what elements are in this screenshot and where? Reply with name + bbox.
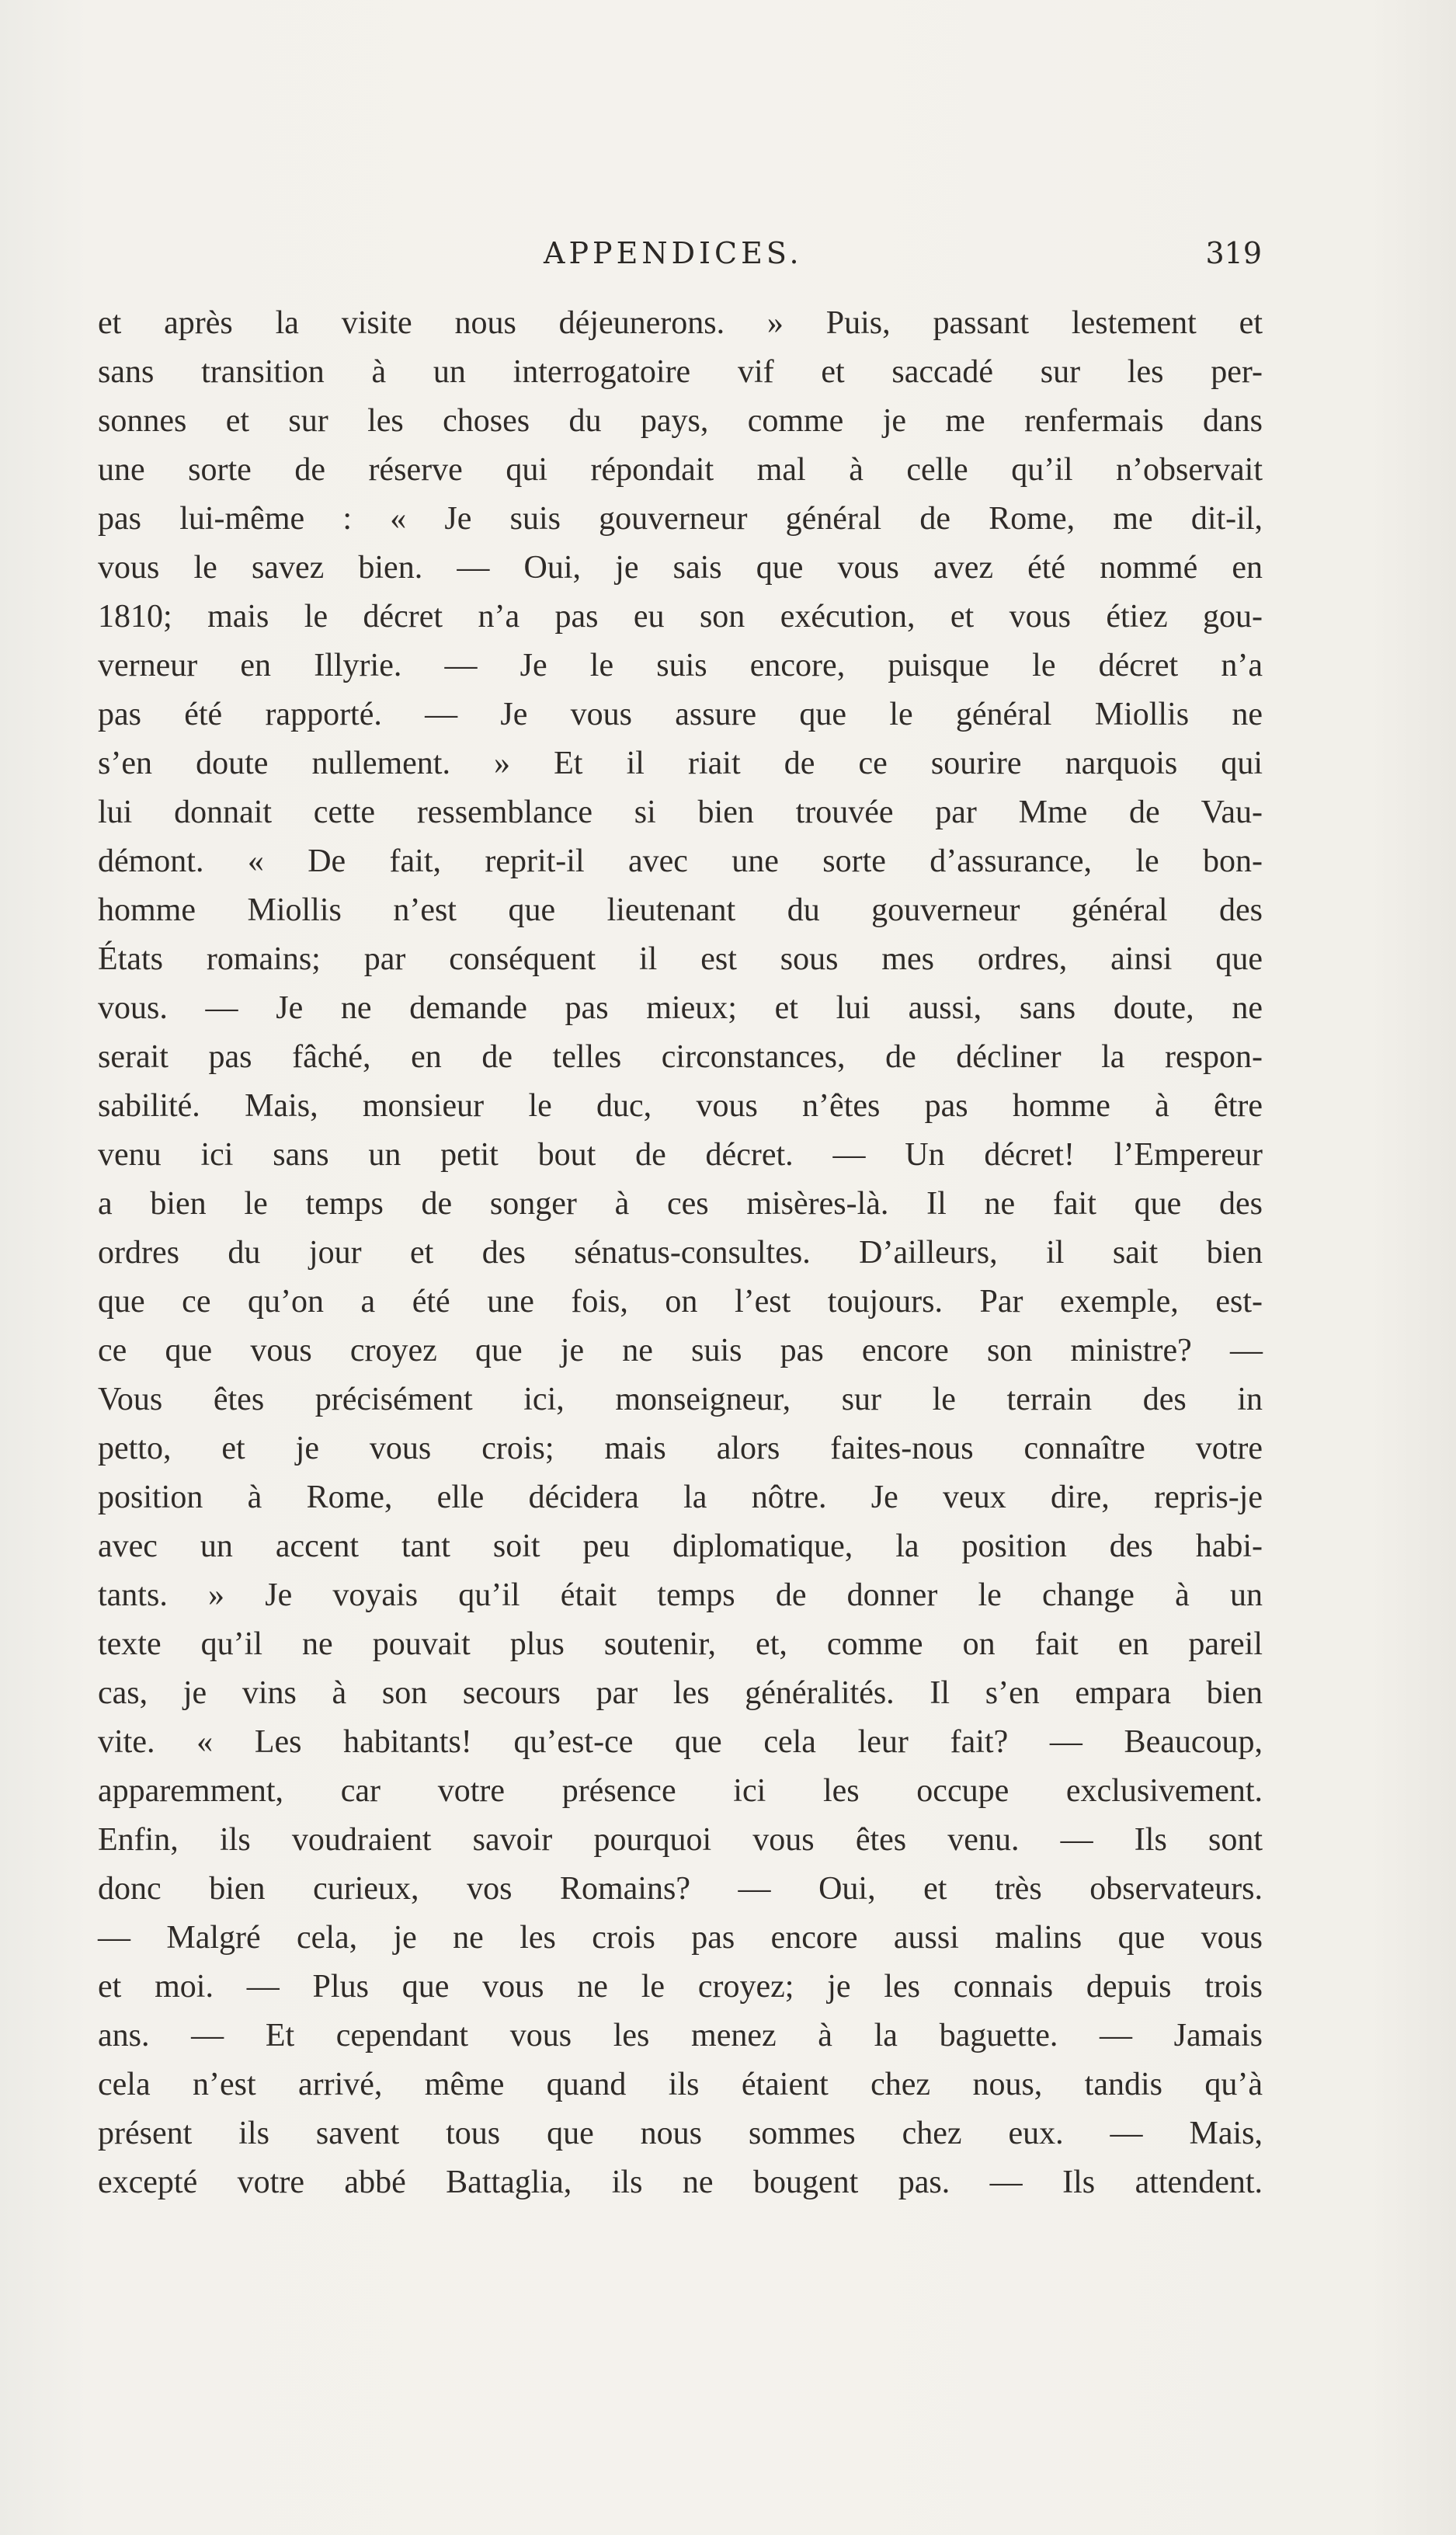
text-line: ans. — Et cependant vous les menez à la baguette. — Jamais [98,2018,1263,2053]
text-line: pas été rapporté. — Je vous assure que le général Miollis ne [98,697,1263,732]
text-line: États romains; par conséquent il est sous mes ordres, ainsi que [98,941,1263,977]
text-line: sonnes et sur les choses du pays, comme je me renfermais dans [98,403,1263,439]
text-line: présent ils savent tous que nous sommes chez eux. — Mais, [98,2116,1263,2151]
text-line: avec un accent tant soit peu diplomatique, la position des habi- [98,1528,1263,1564]
text-line: a bien le temps de songer à ces misères-là. Il ne fait que des [98,1186,1263,1222]
text-line: donc bien curieux, vos Romains? — Oui, et très observateurs. [98,1871,1263,1907]
running-header [0,230,1456,276]
text-line: petto, et je vous crois; mais alors faites-nous connaître votre [98,1431,1263,1466]
text-line: sabilité. Mais, monsieur le duc, vous n’êtes pas homme à être [98,1088,1263,1124]
text-line: ce que vous croyez que je ne suis pas encore son ministre? — [98,1333,1263,1368]
text-line: et après la visite nous déjeunerons. » Puis, passant lestement et [98,305,1263,341]
text-line: sans transition à un interrogatoire vif et saccadé sur les per- [98,354,1263,390]
text-line: 1810; mais le décret n’a pas eu son exécution, et vous étiez gou- [98,599,1263,635]
body-text [98,299,1263,2207]
text-line: démont. « De fait, reprit-il avec une sorte d’assurance, le bon- [98,843,1263,879]
text-line: apparemment, car votre présence ici les occupe exclusivement. [98,1773,1263,1809]
text-line: et moi. — Plus que vous ne le croyez; je les connais depuis trois [98,1969,1263,2005]
section-title: APPENDICES. [544,236,803,270]
page-number: 319 [1205,236,1262,270]
text-line: s’en doute nullement. » Et il riait de ce sourire narquois qui [98,746,1263,781]
text-line: cela n’est arrivé, même quand ils étaient chez nous, tandis qu’à [98,2067,1263,2102]
text-line: homme Miollis n’est que lieutenant du gouverneur général des [98,892,1263,928]
text-line: ordres du jour et des sénatus-consultes. D’ailleurs, il sait bien [98,1235,1263,1271]
text-line: venu ici sans un petit bout de décret. — Un décret! l’Empereur [98,1137,1263,1173]
text-line: Enfin, ils voudraient savoir pourquoi vous êtes venu. — Ils sont [98,1822,1263,1858]
text-line: — Malgré cela, je ne les crois pas encore aussi malins que vous [98,1920,1263,1956]
text-line: texte qu’il ne pouvait plus soutenir, et, comme on fait en pareil [98,1626,1263,1662]
text-line: vous le savez bien. — Oui, je sais que vous avez été nommé en [98,550,1263,586]
text-line: position à Rome, elle décidera la nôtre. Je veux dire, repris-je [98,1480,1263,1515]
text-line: une sorte de réserve qui répondait mal à celle qu’il n’observait [98,452,1263,488]
text-line: excepté votre abbé Battaglia, ils ne bougent pas. — Ils attendent. [98,2165,1263,2200]
text-line: tants. » Je voyais qu’il était temps de donner le change à un [98,1577,1263,1613]
text-line: lui donnait cette ressemblance si bien trouvée par Mme de Vau- [98,795,1263,830]
text-line: vite. « Les habitants! qu’est-ce que cela leur fait? — Beaucoup, [98,1724,1263,1760]
text-line: cas, je vins à son secours par les généralités. Il s’en empara bien [98,1675,1263,1711]
text-line: verneur en Illyrie. — Je le suis encore, puisque le décret n’a [98,648,1263,683]
text-line: serait pas fâché, en de telles circonstances, de décliner la respon- [98,1039,1263,1075]
text-line: Vous êtes précisément ici, monseigneur, sur le terrain des in [98,1382,1263,1417]
text-line: pas lui-même : « Je suis gouverneur général de Rome, me dit-il, [98,501,1263,537]
text-line: que ce qu’on a été une fois, on l’est toujours. Par exemple, est- [98,1284,1263,1320]
text-line: vous. — Je ne demande pas mieux; et lui aussi, sans doute, ne [98,990,1263,1026]
